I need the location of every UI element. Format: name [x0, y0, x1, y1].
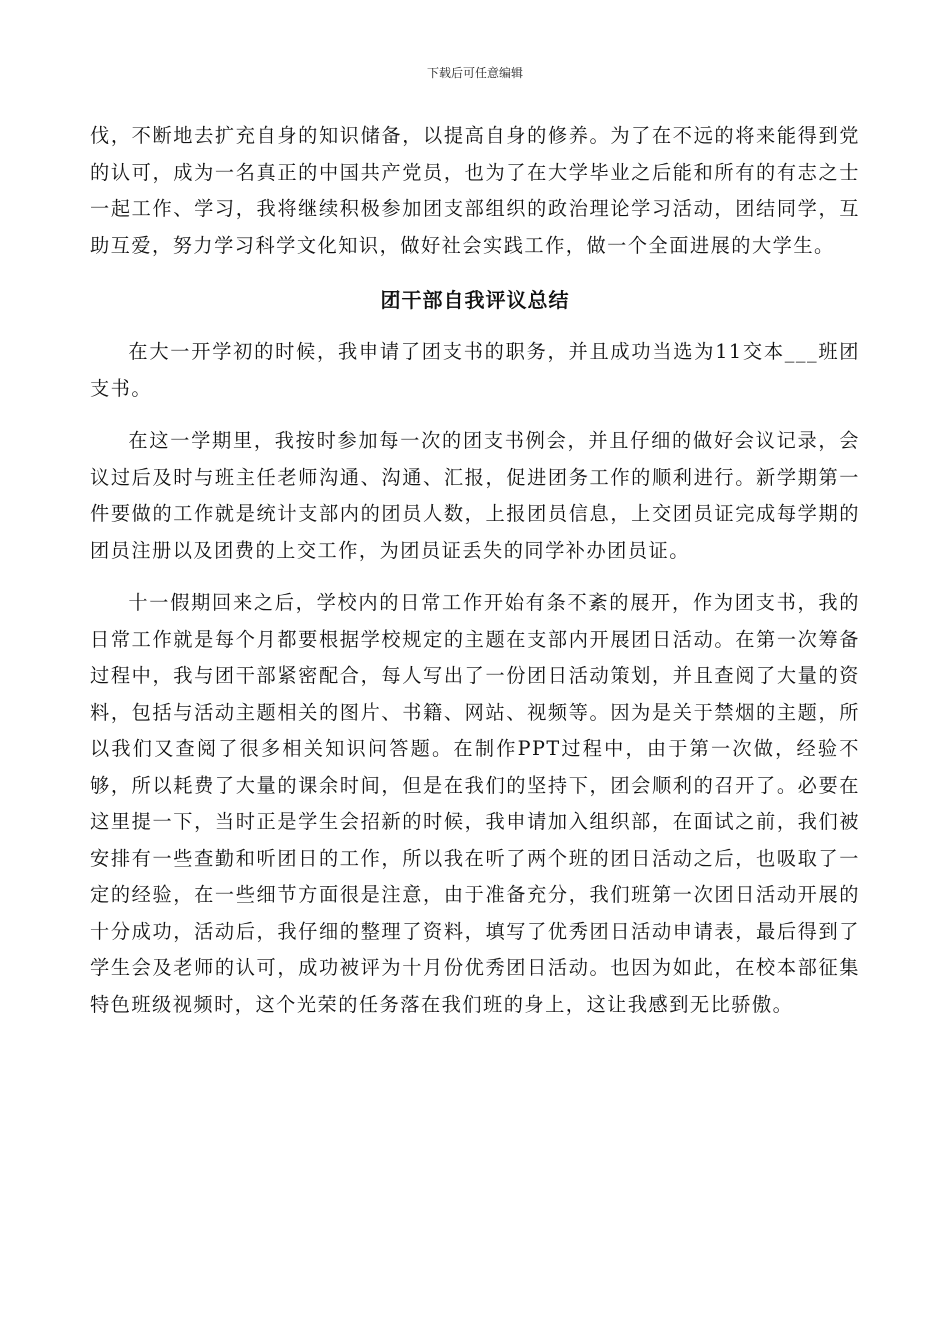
document-body	[90, 118, 860, 1023]
page-header: 下载后可任意编辑	[426, 66, 523, 80]
paragraph-3: 十一假期回来之后，学校内的日常工作开始有条不紊的展开，作为团支书，我的日常工作就是每个月都要根据学校规定的主题在支部内开展团日活动。在第一次筹备过程中，我与团干部紧密配合，每人写出了一份团日活动策划，并且查阅了大量的资料，包括与活动主题相关的图片、书籍、网站、视频等。因为是关于禁烟的主题，所以我们又查阅了很多相关知识问答题。在制作PPT过程中，由于第一次做，经验不够，所以耗费了大量的课余时间，但是在我们的坚持下，团会顺利的召开了。必要在这里提一下，当时正是学生会招新的时候，我申请加入组织部，在面试之前，我们被安排有一些查勤和听团日的工作，所以我在听了两个班的团日活动之后，也吸取了一定的经验，在一些细节方面很是注意，由于准备充分，我们班第一次团日活动开展的十分成功，活动后，我仔细的整理了资料，填写了优秀团日活动申请表，最后得到了学生会及老师的认可，成功被评为十月份优秀团日活动。也因为如此，在校本部征集特色班级视频时，这个光荣的任务落在我们班的身上，这让我感到无比骄傲。	[90, 591, 860, 1016]
paragraph-1: 在大一开学初的时候，我申请了团支书的职务，并且成功当选为11交本___班团支书。	[90, 340, 860, 400]
section-title: 团干部自我评议总结	[380, 288, 570, 312]
paragraph-2: 在这一学期里，我按时参加每一次的团支书例会，并且仔细的做好会议记录，会议过后及时与班主任老师沟通、沟通、汇报，促进团务工作的顺利进行。新学期第一件要做的工作就是统计支部内的团员人数，上报团员信息，上交团员证完成每学期的团员注册以及团费的上交工作，为团员证丢失的同学补办团员证。	[90, 429, 860, 562]
intro-paragraph: 伐，不断地去扩充自身的知识储备，以提高自身的修养。为了在不远的将来能得到党的认可，成为一名真正的中国共产党员，也为了在大学毕业之后能和所有的有志之士一起工作、学习，我将继续积极参加团支部组织的政治理论学习活动，团结同学，互助互爱，努力学习科学文化知识，做好社会实践工作，做一个全面进展的大学生。	[90, 124, 860, 257]
